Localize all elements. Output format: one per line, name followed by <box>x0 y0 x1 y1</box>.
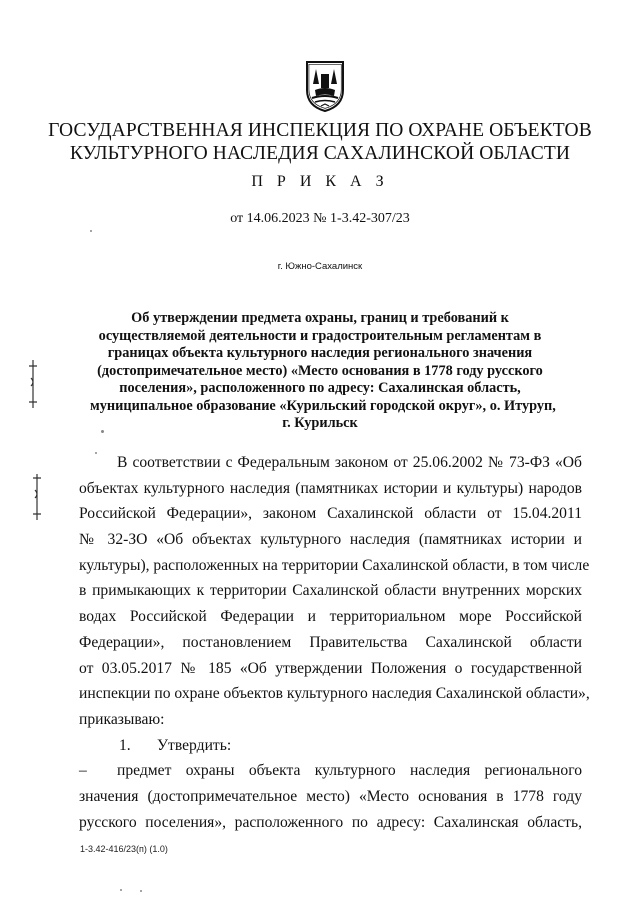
margin-stamp-mark <box>30 472 44 522</box>
body-line: от 03.05.2017 № 185 «Об утверждении Положения о государственной <box>79 659 582 677</box>
order-date-number: от 14.06.2023 № 1-3.42-307/23 <box>230 211 410 226</box>
organization-name-line-1: ГОСУДАРСТВЕННАЯ ИНСПЕКЦИЯ ПО ОХРАНЕ ОБЪЕКТОВ <box>48 120 592 141</box>
dash-bullet: – <box>79 762 87 780</box>
dash-item <box>79 758 582 784</box>
document-code: 1-3.42-416/23(п) (1.0) <box>80 844 168 854</box>
body-line: В соответствии с Федеральным законом от 25.06.2002 № 73-ФЗ «Об <box>117 454 582 471</box>
body-line: приказываю: <box>79 710 165 728</box>
body-line: инспекции по охране объектов культурного наследия Сахалинской области», <box>79 685 590 703</box>
list-item-text: Утвердить: <box>157 736 232 754</box>
body-line: русского поселения», расположенного по адресу: Сахалинская область, <box>79 813 582 831</box>
margin-stamp-mark <box>26 358 40 410</box>
subject-line: поселения», расположенного по адресу: Сахалинская область, <box>119 380 521 396</box>
list-item-number: 1. <box>119 736 131 754</box>
body-line: значения (достопримечательное место) «Место основания в 1778 году <box>79 787 582 805</box>
body-line: культуры), расположенных на территории Сахалинской области, в том числе <box>79 556 590 574</box>
body-line: в примыкающих к территории Сахалинской области внутренних морских <box>79 582 582 600</box>
scan-speck <box>140 890 142 892</box>
body-line: Федерации», постановлением Правительства Сахалинской области <box>79 633 582 651</box>
scan-speck <box>101 430 104 433</box>
organization-name <box>40 119 600 165</box>
order-subject <box>90 310 556 433</box>
subject-line: осуществляемой деятельности и градостроительным регламентам в <box>98 327 542 344</box>
subject-line: Об утверждении предмета охраны, границ и требований к <box>131 310 509 326</box>
subject-line: г. Курильск <box>282 415 358 431</box>
sakhalin-coat-of-arms-icon <box>301 60 349 112</box>
organization-name-line-2: КУЛЬТУРНОГО НАСЛЕДИЯ САХАЛИНСКОЙ ОБЛАСТИ <box>69 143 571 164</box>
scan-speck <box>120 889 122 891</box>
body-line: водах Российской Федерации и территориальном море Российской <box>79 608 582 626</box>
order-body <box>79 450 590 835</box>
subject-line: муниципальное образование «Курильский городской округ», о. Итуруп, <box>90 397 556 414</box>
dash-item-text: предмет охраны объекта культурного наследия регионального <box>117 762 582 780</box>
body-line: № 32-ЗО «Об объектах культурного наследия (памятниках истории и <box>79 531 582 549</box>
subject-line: (достопримечательное место) «Место основания в 1778 году русского <box>97 362 543 379</box>
scan-speck <box>90 230 92 232</box>
subject-line: границах объекта культурного наследия регионального значения <box>107 345 533 361</box>
body-line: Российской Федерации», законом Сахалинской области от 15.04.2011 <box>79 505 582 523</box>
list-item-1 <box>79 733 582 759</box>
issue-city: г. Южно-Сахалинск <box>277 261 363 272</box>
scan-speck <box>95 452 97 454</box>
body-line: объектах культурного наследия (памятниках истории и культуры) народов <box>79 479 582 497</box>
document-type-title: П Р И К А З <box>251 173 389 190</box>
